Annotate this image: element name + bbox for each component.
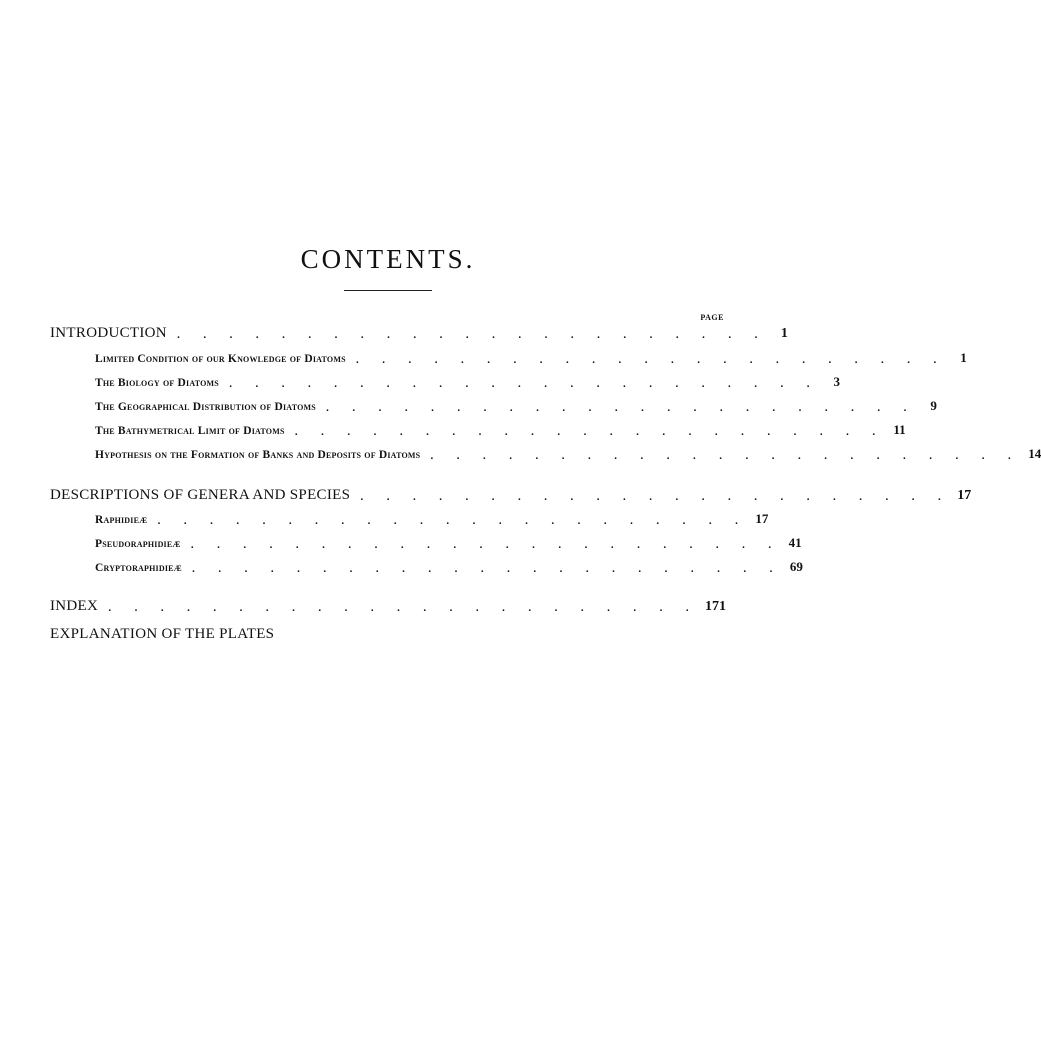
toc-entry-label: Cryptoraphidieæ bbox=[95, 562, 182, 574]
page-title: CONTENTS. bbox=[300, 244, 476, 275]
dot-leader: . . . . . . . . . . . . . . . . . . . . . . . bbox=[153, 512, 739, 528]
toc-entry-cryptoraphidieae[interactable] bbox=[95, 559, 803, 579]
toc-entry-label: Pseudoraphidieæ bbox=[95, 538, 181, 550]
toc-entry-label: The Geographical Distribution of Diatoms bbox=[95, 401, 316, 413]
toc-entry-label: DESCRIPTIONS OF GENERA AND SPECIES bbox=[50, 487, 351, 503]
toc-entry-page: 1 bbox=[780, 326, 788, 341]
page-column-header: PAGE bbox=[700, 313, 724, 322]
dot-leader: . . . . . . . . . . . . . . . . . . . . . . . bbox=[351, 351, 937, 367]
toc-entry-label: The Biology of Diatoms bbox=[95, 377, 219, 389]
toc-entry-label: Raphidieæ bbox=[95, 514, 148, 526]
toc-entry-geographical-distribution[interactable] bbox=[95, 398, 937, 418]
toc-entry-pseudoraphidieae[interactable] bbox=[95, 535, 802, 555]
toc-entry-introduction[interactable] bbox=[50, 325, 788, 345]
dot-leader: . . . . . . . . . . . . . . . . . . . . . . . bbox=[187, 560, 773, 576]
dot-leader: . . . . . . . . . . . . . . . . . . . . . . . bbox=[321, 399, 907, 415]
toc-entry-page: 1 bbox=[960, 350, 967, 365]
dot-leader: . . . . . . . . . . . . . . . . . . . . . . . bbox=[290, 423, 876, 439]
dot-leader: . . . . . . . . . . . . . . . . . . . . . . . bbox=[356, 488, 942, 504]
toc-entry-explanation-of-plates[interactable] bbox=[50, 626, 726, 646]
dot-leader: . . . . . . . . . . . . . . . . . . . . . . . bbox=[172, 326, 758, 342]
toc-entry-page: 3 bbox=[833, 374, 840, 389]
toc-entry-label: Hypothesis on the Formation of Banks and Deposits of Diatoms bbox=[95, 449, 421, 461]
toc-entry-page: 171 bbox=[705, 599, 726, 614]
toc-entry-limited-condition[interactable] bbox=[95, 350, 967, 370]
dot-leader: . . . . . . . . . . . . . . . . . . . . . . . bbox=[104, 599, 690, 615]
dot-leader: . . . . . . . . . . . . . . . . . . . . . . . bbox=[224, 375, 810, 391]
toc-entry-label: Limited Condition of our Knowledge of Diatoms bbox=[95, 353, 346, 365]
title-divider bbox=[344, 290, 432, 291]
dot-leader: . . . . . . . . . . . . . . . . . . . . . . . bbox=[186, 536, 772, 552]
dot-leader: . . . . . . . . . . . . . . . . . . . . . . . bbox=[426, 447, 1012, 463]
toc-entry-label: INDEX bbox=[50, 598, 99, 614]
toc-entry-page: 17 bbox=[957, 488, 972, 503]
toc-entry-raphidieae[interactable] bbox=[95, 511, 769, 531]
toc-entry-page: 14 bbox=[1028, 446, 1041, 461]
toc-entry-label: EXPLANATION OF THE PLATES bbox=[50, 626, 275, 642]
toc-entry-bathymetrical-limit[interactable] bbox=[95, 422, 906, 442]
toc-entry-descriptions[interactable] bbox=[50, 487, 972, 507]
toc-entry-biology[interactable] bbox=[95, 374, 840, 394]
toc-entry-label: The Bathymetrical Limit of Diatoms bbox=[95, 425, 285, 437]
toc-entry-label: INTRODUCTION bbox=[50, 325, 167, 341]
toc-entry-hypothesis[interactable] bbox=[95, 446, 1041, 466]
toc-entry-page: 17 bbox=[755, 511, 769, 526]
toc-entry-page: 9 bbox=[930, 398, 937, 413]
toc-entry-index[interactable] bbox=[50, 598, 726, 618]
toc-entry-page: 69 bbox=[789, 559, 803, 574]
toc-entry-page: 41 bbox=[788, 535, 802, 550]
toc-entry-page: 11 bbox=[893, 422, 906, 437]
